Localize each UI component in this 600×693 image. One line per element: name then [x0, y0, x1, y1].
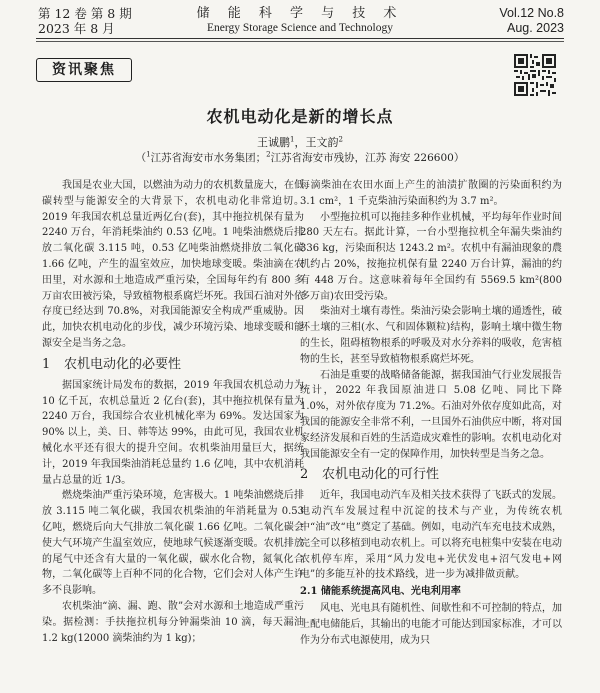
body-paragraph: 柴油对土壤有毒性。柴油污染会影响土壤的通透性，破坏土壤的三相(水、气和固体颗粒)结构，影响土壤中微生物的生长，阻碍植物根系的呼吸及对水分养料的吸收，危害植物的生长，甚至导致植物根系腐烂坏死。: [300, 306, 562, 365]
issue-date: 2023 年 8 月: [38, 21, 115, 36]
journal-name-cn: 储 能 科 学 与 技 术: [196, 6, 404, 21]
section-heading: [300, 467, 562, 483]
body-paragraph: 我国是农业大国，以燃油为动力的农机数量庞大，在低碳转型与能源安全的大背景下，农机电动化非常迫切。2019 年我国农机总量近两亿台(套)，其中拖拉机保有量为 2240 万台，年消耗柴油约 0.53 亿吨。1 吨柴油燃烧后排放二氧化碳 3.115 吨，0.53 亿吨柴油燃烧排放二氧化碳 1.66 亿吨，产生的温室效应，加快地球变暖。柴油滴在农田里，对水源和土地造成严重污染，全国每年约有 800 多万亩农田被污染，导致植物根系腐烂坏死。我国石油对外依存度已经达到 70.8%，对我国能源安全构成严重威胁。因此，加快农机电动化的步伐，减少环境污染、地球变暖和能源安全是当务之急。: [42, 180, 304, 349]
section-heading-text: 农机电动化的可行性: [322, 467, 440, 483]
author-1-affil-mark: 1: [290, 135, 295, 144]
author-2: 王文韵: [305, 136, 339, 149]
body-paragraph: 农机柴油“滴、漏、跑、散”会对水源和土地造成严重污染。据检测：手扶拖拉机每分钟漏柴油 10 滴，每天漏油 1.2 kg(12000 滴柴油约为 1 kg)；: [42, 600, 304, 644]
section-heading: [42, 357, 304, 373]
body-paragraph: 风电、光电具有随机性、间歇性和不可控制的特点，加上配电储能后，其输出的电能才可能达到国家标准，才可以作为分布式电源使用，成为只: [300, 602, 562, 646]
body-column-left: [42, 178, 304, 646]
volume-number: Vol.12 No.8: [499, 6, 564, 20]
body-paragraph: 近年，我国电动汽车及相关技术获得了飞跃式的发展。电动汽车发展过程中沉淀的技术与产业，为传统农机中“油”改“电”奠定了基础。例如，电动汽车充电技术成熟，完全可以移植到电动农机上。可以将充电桩集中安装在电动农机停车库，采用“风力发电+光伏发电+沼气发电+网电”的多能互补的技术路线，进一步为减排做贡献。: [300, 490, 562, 581]
header-rule: [36, 38, 564, 39]
body-paragraph: 燃烧柴油严重污染环境，危害极大。1 吨柴油燃烧后排放 3.115 吨二氧化碳，我国农机柴油的年消耗量为 0.53 亿吨，燃烧后向大气排放二氧化碳 1.66 亿吨。二氧化碳会使大气环境产生温室效应，使地球气候逐渐变暖。农机排放的尾气中还含有大量的一氧化碳，碳水化合物，氮氧化合物，二氧化碳等上百种不同的化合物，它们会对人体产生许多不良影响。: [42, 490, 304, 597]
affil-1: 江苏省海安市水务集团；: [150, 152, 267, 164]
article-authors: [0, 134, 600, 150]
body-column-right: [300, 178, 562, 648]
section-number: 1: [42, 356, 51, 372]
body-paragraph: 石油是重要的战略储备能源，据我国油气行业发展报告统计，2022 年我国原油进口 5.08 亿吨、同比下降 1.0%，对外依存度为 71.2%。石油对外依存度如此高，对我国的能源安全非常不利，一旦国外石油供应中断，将对国家经济发展和百姓的生活造成灾难性的影响。农机电动化对我国能源安全有一定的保障作用，加快转型是当务之急。: [300, 369, 562, 460]
qr-code-icon: [514, 54, 556, 96]
affil-1-mark: 1: [146, 150, 151, 159]
affil-2-mark: 2: [266, 150, 271, 159]
volume-date: Aug. 2023: [507, 21, 564, 35]
body-paragraph: 小型拖拉机可以拖挂多种作业机械，平均每年作业时间 280 天左右。据此计算，一台小型拖拉机全年漏失柴油约 336 kg，污染面积达 1243.2 m²。农机中有漏油现象的農机约占 20%，按拖拉机保有量 2240 万台计算，漏油的约有 448 万台。这意味着每年全国约有 5569.5 km²(800 多万亩)农田受污染。: [300, 211, 562, 302]
body-paragraph: 据国家统计局发布的数据，2019 年我国农机总动力为 10 亿千瓦，农机总量近 2 亿台(套)，其中拖拉机保有量为 2240 万台，我国综合农业机械化率为 69%。发达国家为 90% 以上，美、日、韩等达 99%，由此可见，我国农业机械化水平还有很大的提升空间。农机柴油用量巨大，据统计，2019 年我国柴油消耗总量约 1.6 亿吨，其中农机消耗量占总量的近 1/3。: [42, 379, 304, 486]
author-2-affil-mark: 2: [338, 135, 343, 144]
author-separator: ，: [294, 136, 306, 149]
affil-open-paren: （: [135, 152, 147, 164]
affil-2: 江苏省海安市残协，江苏 海安 226600）: [270, 152, 465, 164]
section-number: 2: [300, 467, 309, 483]
author-1: 王诚鹏: [257, 136, 291, 149]
body-paragraph: 每滴柴油在农田水面上产生的油渍扩散圈的污染面积约为 3.1 cm²，1 千克柴油污染面积约为 3.7 m²。: [300, 180, 562, 207]
journal-volume-info: [499, 6, 564, 36]
issue-volume: 第 12 卷 第 8 期: [38, 6, 132, 21]
header-rule-thin: [36, 41, 564, 42]
journal-name-en: Energy Storage Science and Technology: [207, 22, 393, 34]
section-tag: 资讯聚焦: [36, 58, 132, 82]
article-title: 农机电动化是新的增长点: [206, 107, 394, 126]
article-affiliations: [0, 150, 600, 165]
subsection-heading: 2.1 储能系统提高风电、光电利用率: [300, 586, 461, 598]
section-heading-text: 农机电动化的必要性: [64, 356, 182, 372]
